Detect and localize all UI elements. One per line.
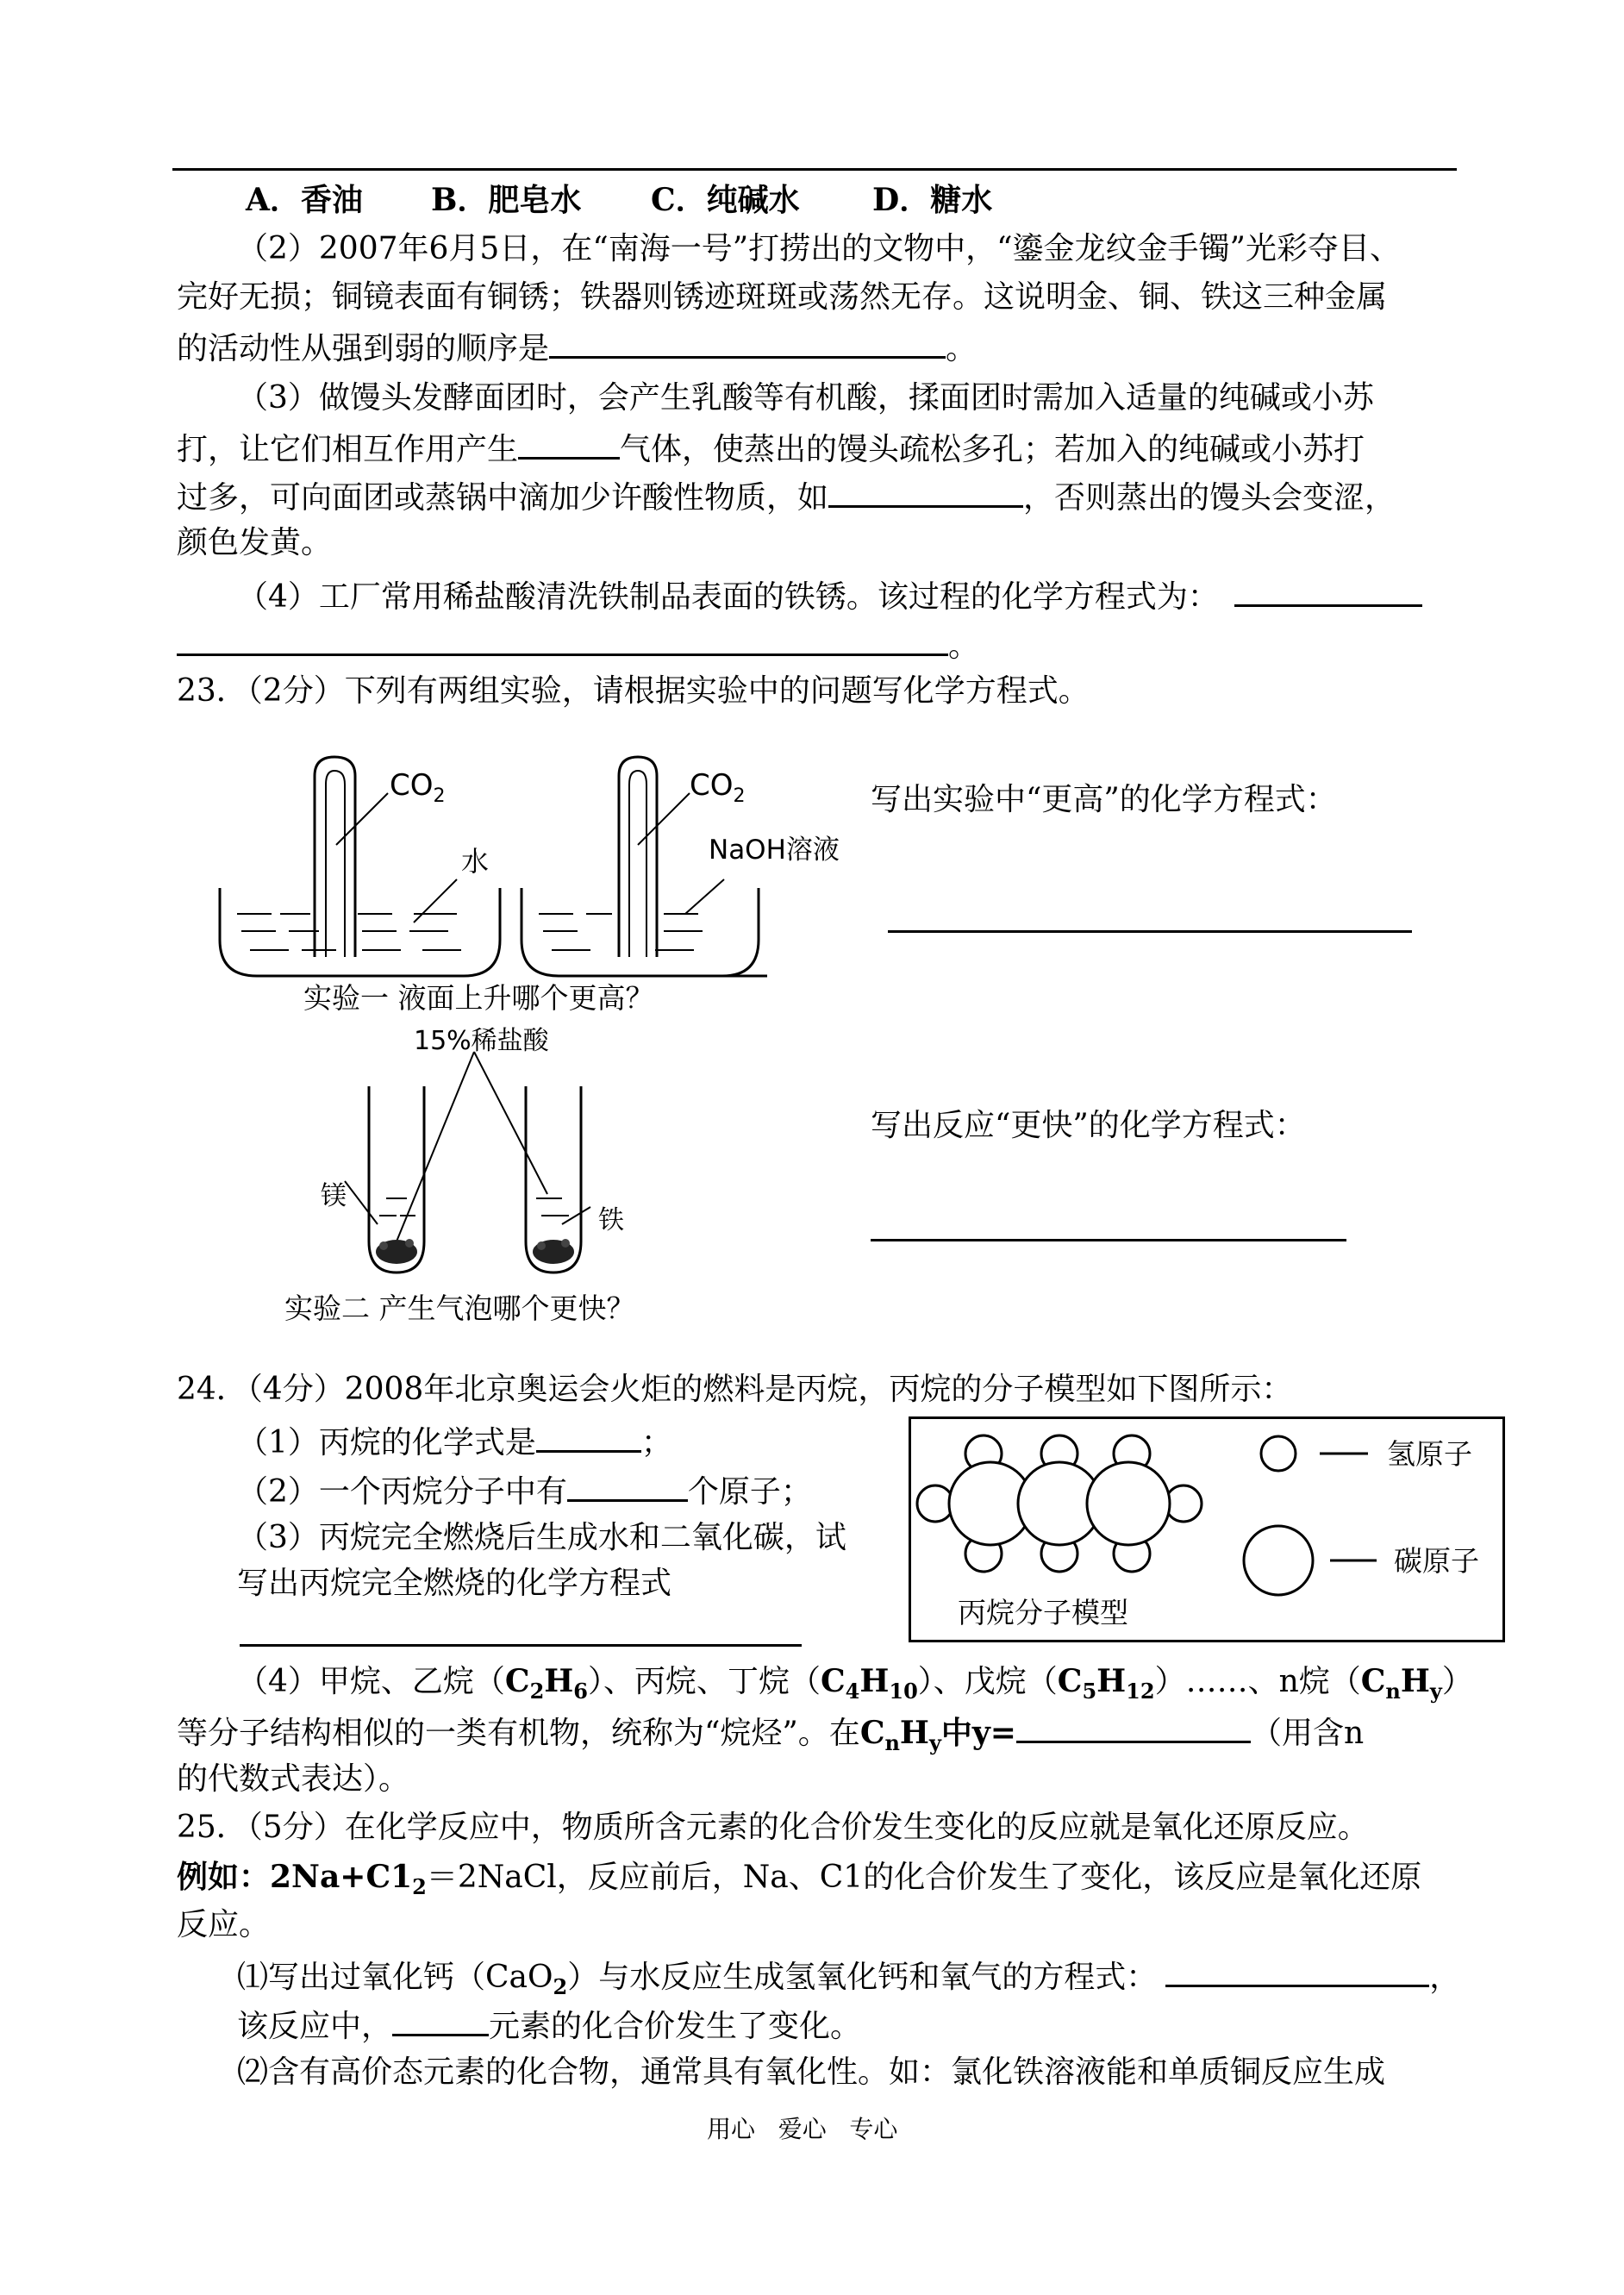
acid-label: 15%稀盐酸 (414, 1026, 549, 1056)
text: 中y= (940, 1715, 1016, 1751)
q22-p2-line3 (177, 327, 977, 368)
text: ＝2NaCl，反应前后，Na、C1的化合价发生了变化，该反应是氧化还原 (426, 1860, 1422, 1895)
q22-p3-line1: （3）做馒头发酵面团时，会产生乳酸等有机酸，揉面团时需加入适量的纯碱或小苏 (237, 380, 1374, 416)
magnesium-label: 镁 (321, 1181, 347, 1211)
experiment-1-caption: 实验一 液面上升哪个更高？ (303, 981, 654, 1015)
answer-blank[interactable] (392, 2004, 489, 2036)
propane-model-box (909, 1416, 1505, 1642)
text: 例如：2Na+C1 (177, 1859, 413, 1895)
answer-blank[interactable] (828, 476, 1023, 508)
answer-line-combustion[interactable] (240, 1644, 802, 1647)
formula-cnhy: $C_nH_y$ (1360, 1663, 1442, 1704)
text: 的活动性从强到弱的顺序是 (177, 331, 550, 366)
right-trough-wall (690, 879, 767, 983)
formula-c5h12: $C_5H_{12}$ (1057, 1663, 1155, 1704)
formula-cnhy-2: $C_nH_y$ (859, 1715, 941, 1755)
naoh-label: NaOH溶液 (709, 835, 840, 866)
text: 元素的化合价发生了变化。 (489, 2009, 862, 2044)
period: 。 (946, 331, 978, 366)
answer-line-faster[interactable] (871, 1239, 1346, 1241)
carbon-label: 碳原子 (1394, 1544, 1479, 1578)
answer-blank[interactable] (1165, 1955, 1429, 1987)
text: ； (640, 1425, 672, 1460)
option-b: B．肥皂水 (431, 182, 582, 218)
text: ） (1441, 1664, 1473, 1699)
text: 个原子； (687, 1474, 812, 1510)
q24-heading: 24．（4分）2008年北京奥运会火炬的燃料是丙烷，丙烷的分子模型如下图所示： (177, 1372, 1293, 1407)
header-rule (172, 168, 1457, 171)
q22-p3-line4: 颜色发黄。 (177, 525, 333, 560)
text: ）、戊烷（ (917, 1664, 1058, 1699)
q25-line2 (177, 1858, 1421, 1906)
text: ）、丙烷、丁烷（ (587, 1664, 821, 1699)
text: ⑴写出过氧化钙（CaO (237, 1960, 553, 1995)
text: 等分子结构相似的一类有机物，统称为“烷烃”。在 (177, 1716, 860, 1751)
q25-p1-line1 (237, 1955, 1460, 2006)
answer-blank[interactable] (1234, 575, 1422, 607)
q25-heading: 25．（5分）在化学反应中，物质所含元素的化合价发生变化的反应就是氧化还原反应。 (177, 1810, 1369, 1845)
option-a: A．香油 (246, 182, 363, 218)
q24-p3-line2: 写出丙烷完全燃烧的化学方程式 (237, 1566, 672, 1601)
page-footer: 用心 爱心 专心 (707, 2115, 898, 2143)
answer-blank[interactable] (1016, 1711, 1251, 1743)
text: 气体，使蒸出的馒头疏松多孔；若加入的纯碱或小苏打 (620, 432, 1365, 467)
answer-blank[interactable] (518, 428, 620, 460)
answer-blank[interactable] (177, 624, 948, 656)
prompt-faster: 写出反应“更快”的化学方程式： (871, 1108, 1306, 1143)
text: （1）丙烷的化学式是 (237, 1425, 536, 1460)
q22-p2-line1: （2）2007年6月5日，在“南海一号”打捞出的文物中，“鎏金龙纹金手镯”光彩夺目、 (237, 231, 1401, 266)
answer-line-higher[interactable] (888, 930, 1412, 933)
option-c: C．纯碱水 (651, 182, 800, 218)
q24-p4-line2 (177, 1711, 1364, 1762)
text: 打，让它们相互作用产生 (177, 432, 519, 467)
answer-blank[interactable] (536, 1421, 641, 1453)
text: （4）甲烷、乙烷（ (237, 1664, 505, 1699)
text: 过多，可向面团或蒸锅中滴加少许酸性物质，如 (177, 480, 829, 516)
experiment-2-caption: 实验二 产生气泡哪个更快？ (284, 1291, 635, 1325)
q22-p2-line2: 完好无损；铜镜表面有铜锈；铁器则锈迹斑斑或荡然无存。这说明金、铜、铁这三种金属 (177, 279, 1388, 315)
q24-p1 (237, 1421, 672, 1462)
model-caption: 丙烷分子模型 (958, 1596, 1128, 1629)
formula-c4h10: $C_4H_{10}$ (821, 1663, 918, 1704)
comma: ， (1429, 1960, 1461, 1995)
subscript: 2 (412, 1874, 427, 1899)
text: （4）工厂常用稀盐酸清洗铁制品表面的铁锈。该过程的化学方程式为： (237, 579, 1219, 615)
answer-blank[interactable] (549, 327, 946, 359)
iron-label: 铁 (598, 1205, 624, 1235)
prompt-higher: 写出实验中“更高”的化学方程式： (871, 782, 1337, 817)
experiment-2-diagram (310, 1052, 672, 1285)
q22-p3-line2 (177, 428, 1365, 469)
subscript: 2 (553, 1974, 568, 1999)
q24-p4-line1 (237, 1662, 1473, 1710)
q22-p4-line2 (177, 624, 979, 666)
q23-heading: 23．（2分）下列有两组实验，请根据实验中的问题写化学方程式。 (177, 673, 1090, 709)
period: 。 (948, 628, 980, 664)
text: （用含n (1250, 1716, 1365, 1751)
q24-p4-line3: 的代数式表达）。 (177, 1761, 410, 1797)
formula-c2h6: $C_2H_6$ (504, 1663, 588, 1704)
text: （2）一个丙烷分子中有 (237, 1474, 567, 1510)
q24-p2 (237, 1470, 812, 1511)
text: ，否则蒸出的馒头会变涩， (1023, 480, 1396, 516)
hydrogen-label: 氢原子 (1387, 1437, 1472, 1471)
option-d: D．糖水 (872, 182, 993, 218)
q25-p2-line1: ⑵含有高价态元素的化合物，通常具有氧化性。如：氯化铁溶液能和单质铜反应生成 (237, 2054, 1386, 2090)
water-label: 水 (461, 845, 490, 878)
q25-p1-line2 (237, 2004, 861, 2046)
q25-line3: 反应。 (177, 1907, 271, 1942)
q24-p3-line1: （3）丙烷完全燃烧后生成水和二氧化碳，试 (237, 1520, 846, 1555)
answer-blank[interactable] (567, 1470, 688, 1502)
q22-p3-line3 (177, 476, 1396, 517)
text: ）……、n烷（ (1154, 1664, 1361, 1699)
text: ）与水反应生成氢氧化钙和氧气的方程式： (567, 1960, 1158, 1995)
text: 该反应中， (237, 2009, 393, 2044)
propane-model (911, 1419, 1502, 1640)
co2-label-right: $CO_2$ (690, 768, 746, 807)
q22-p4-line1 (237, 575, 1422, 616)
co2-label-left: $CO_2$ (390, 768, 446, 807)
